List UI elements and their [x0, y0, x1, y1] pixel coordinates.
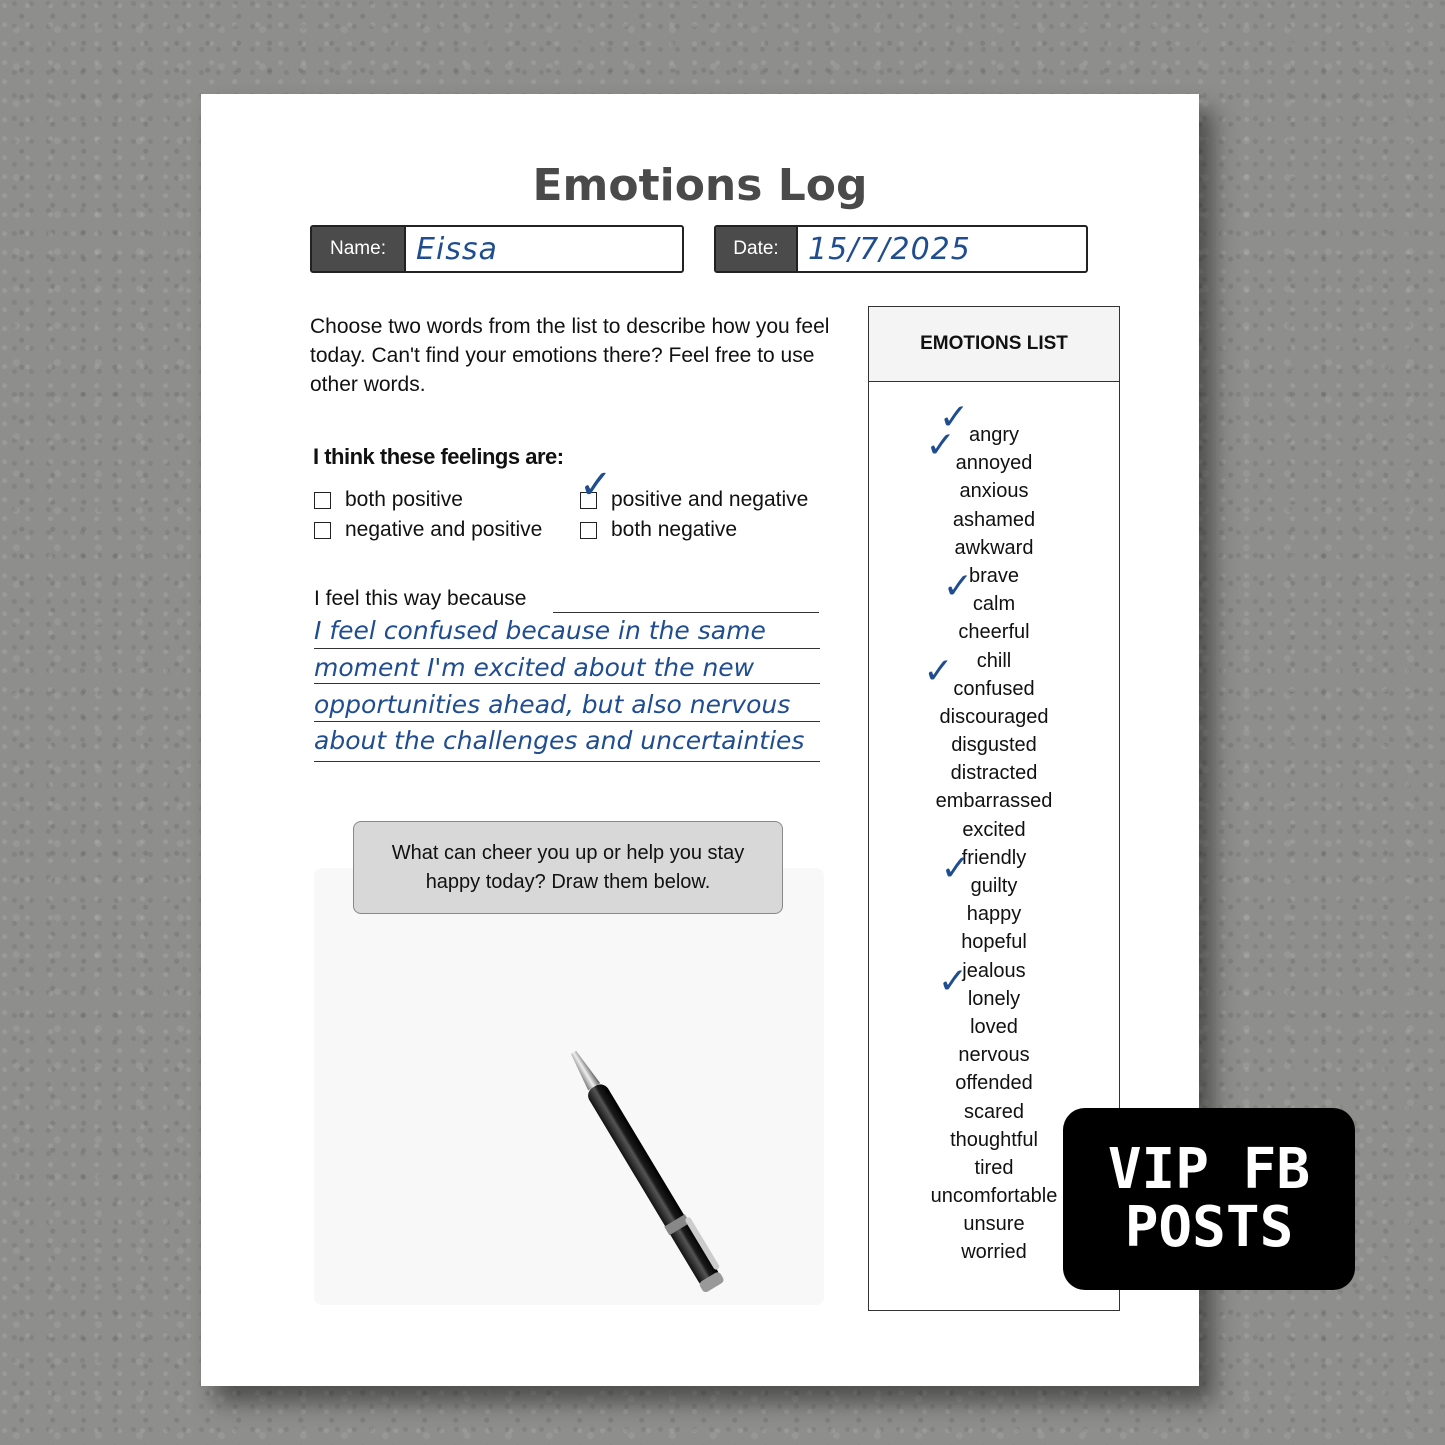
emotion-word-text: loved: [970, 1015, 1018, 1038]
emotion-word: [970, 1016, 1018, 1038]
emotion-item-discouraged[interactable]: [869, 703, 1119, 731]
emotion-word-text: disgusted: [951, 734, 1037, 757]
emotion-word-text: guilty: [970, 875, 1018, 897]
emotion-item-happy[interactable]: [869, 900, 1119, 928]
emotion-item-chill[interactable]: [869, 647, 1119, 675]
checkmark-icon: ✓: [940, 848, 971, 889]
emotion-item-excited[interactable]: [869, 816, 1119, 844]
checkmark-icon: ✓: [925, 425, 956, 467]
name-field[interactable]: [310, 225, 684, 273]
name-value[interactable]: Eissa: [416, 231, 498, 267]
emotion-word-text: unsure: [963, 1213, 1025, 1236]
emotion-word: [967, 903, 1022, 925]
writing-line: [314, 761, 820, 762]
emotion-word: [962, 847, 1026, 869]
option-positive-and-negative[interactable]: [579, 461, 809, 512]
checkmark-icon: ✓: [923, 650, 954, 692]
feelings-heading: I think these feelings are:: [313, 444, 564, 469]
emotion-word-text: jealous: [962, 959, 1026, 982]
badge-line-1: VIP FB: [1107, 1137, 1311, 1202]
emotion-word: [962, 960, 1025, 982]
option-both-negative[interactable]: [580, 518, 737, 542]
emotion-word: [953, 509, 1035, 531]
emotion-word-text: nervous: [958, 1044, 1030, 1067]
emotion-word-text: confused: [953, 677, 1035, 700]
emotion-word-text: worried: [961, 1241, 1027, 1264]
emotion-item-jealous[interactable]: [869, 957, 1119, 985]
emotion-item-friendly[interactable]: [869, 844, 1119, 872]
checkbox[interactable]: [314, 522, 331, 539]
reason-line-1: I feel confused because in the same: [314, 616, 766, 645]
emotion-word-text: cheerful: [958, 621, 1030, 644]
page-title: Emotions Log: [532, 160, 868, 211]
checkmark-icon: ✓: [579, 461, 613, 508]
date-field[interactable]: [714, 225, 1088, 273]
reason-line-2: moment I'm excited about the new: [314, 653, 755, 682]
emotion-word-text: offended: [955, 1072, 1033, 1095]
emotion-word: [964, 1101, 1024, 1123]
emotion-word: [931, 1185, 1058, 1207]
emotion-word: [975, 1157, 1014, 1179]
emotion-item-hopeful[interactable]: [869, 928, 1119, 956]
emotion-word: [977, 650, 1011, 672]
option-negative-and-positive[interactable]: [314, 518, 542, 542]
date-value[interactable]: 15/7/2025: [808, 231, 971, 267]
emotions-list-heading: EMOTIONS LIST: [869, 307, 1119, 382]
emotion-word: [969, 565, 1019, 587]
emotion-word-text: chill: [976, 649, 1012, 672]
emotion-word-text: thoughtful: [950, 1128, 1038, 1151]
emotion-word: [955, 537, 1034, 559]
date-label: Date:: [716, 227, 798, 271]
worksheet-page: [201, 94, 1199, 1386]
checkmark-icon: ✓: [942, 566, 974, 608]
emotion-item-nervous[interactable]: [869, 1041, 1119, 1069]
emotion-word-text: embarrassed: [935, 790, 1053, 813]
emotion-word: [951, 762, 1038, 784]
emotion-item-embarrassed[interactable]: [869, 787, 1119, 815]
emotion-word: [951, 734, 1037, 756]
emotion-word: [958, 621, 1029, 643]
option-label: negative and positive: [345, 518, 543, 541]
emotion-word-text: uncomfortable: [930, 1185, 1058, 1208]
emotion-item-angry[interactable]: [869, 397, 1119, 449]
emotion-item-disgusted[interactable]: [869, 731, 1119, 759]
emotion-word-text: brave: [968, 564, 1020, 587]
checkbox-checked[interactable]: [579, 461, 613, 509]
option-label: positive and negative: [611, 488, 809, 511]
vip-badge: [1063, 1108, 1355, 1290]
emotion-word: [940, 706, 1049, 728]
emotion-word-text: distracted: [950, 762, 1038, 785]
option-both-positive[interactable]: [314, 488, 463, 512]
badge-line-2: POSTS: [1124, 1195, 1294, 1260]
emotion-word-text: calm: [972, 593, 1016, 616]
emotion-word-text: happy: [966, 903, 1022, 926]
emotion-item-loved[interactable]: [869, 1013, 1119, 1041]
emotion-word-text: angry: [968, 424, 1020, 446]
writing-line: [314, 721, 820, 722]
checkmark-icon: ✓: [937, 960, 969, 1002]
emotion-item-awkward[interactable]: [869, 534, 1119, 562]
emotion-word-text: excited: [962, 818, 1026, 841]
name-label: Name:: [312, 227, 406, 271]
emotion-word: [961, 1241, 1027, 1263]
option-label: both negative: [611, 518, 738, 541]
reason-line-4: about the challenges and uncertainties: [314, 726, 805, 755]
emotion-item-distracted[interactable]: [869, 759, 1119, 787]
reason-line-3: opportunities ahead, but also nervous: [314, 690, 791, 719]
option-label: both positive: [345, 488, 463, 511]
writing-line: [314, 648, 820, 649]
emotion-word-text: lonely: [967, 987, 1021, 1010]
checkbox[interactable]: [580, 522, 597, 539]
emotion-item-brave[interactable]: [869, 562, 1119, 590]
emotion-word: [938, 397, 1020, 446]
emotion-word-text: discouraged: [939, 705, 1049, 728]
emotion-word: [955, 1072, 1033, 1094]
emotion-word: [950, 1129, 1038, 1151]
emotion-word-text: awkward: [954, 536, 1034, 559]
emotion-word-text: scared: [963, 1100, 1025, 1123]
emotion-word: [960, 480, 1029, 502]
emotion-item-ashamed[interactable]: [869, 506, 1119, 534]
emotion-word-text: friendly: [961, 846, 1027, 869]
writing-line: [314, 683, 820, 684]
emotion-item-cheerful[interactable]: [869, 618, 1119, 646]
emotion-word-text: ashamed: [952, 508, 1036, 531]
emotion-word: [962, 819, 1025, 841]
draw-prompt: What can cheer you up or help you stay happy today? Draw them below.: [353, 821, 783, 914]
emotion-item-offended[interactable]: [869, 1069, 1119, 1097]
emotion-word: [963, 1213, 1024, 1235]
checkmark-icon: ✓: [938, 397, 970, 438]
emotion-word-text: annoyed: [955, 452, 1033, 475]
checkbox[interactable]: [314, 492, 331, 509]
pen-icon: [553, 1046, 773, 1376]
emotion-word-text: hopeful: [961, 931, 1027, 954]
emotion-word: [936, 790, 1053, 812]
emotion-word-text: tired: [974, 1156, 1014, 1179]
emotion-word-text: anxious: [959, 480, 1029, 503]
instructions-text: Choose two words from the list to describe how you feel today. Can't find your emotions there? Feel free to use other words.: [310, 315, 830, 396]
emotion-word: [958, 1044, 1029, 1066]
because-label: I feel this way because: [314, 587, 527, 610]
writing-line: [553, 612, 819, 613]
emotion-item-anxious[interactable]: [869, 477, 1119, 505]
emotion-word: [961, 931, 1027, 953]
